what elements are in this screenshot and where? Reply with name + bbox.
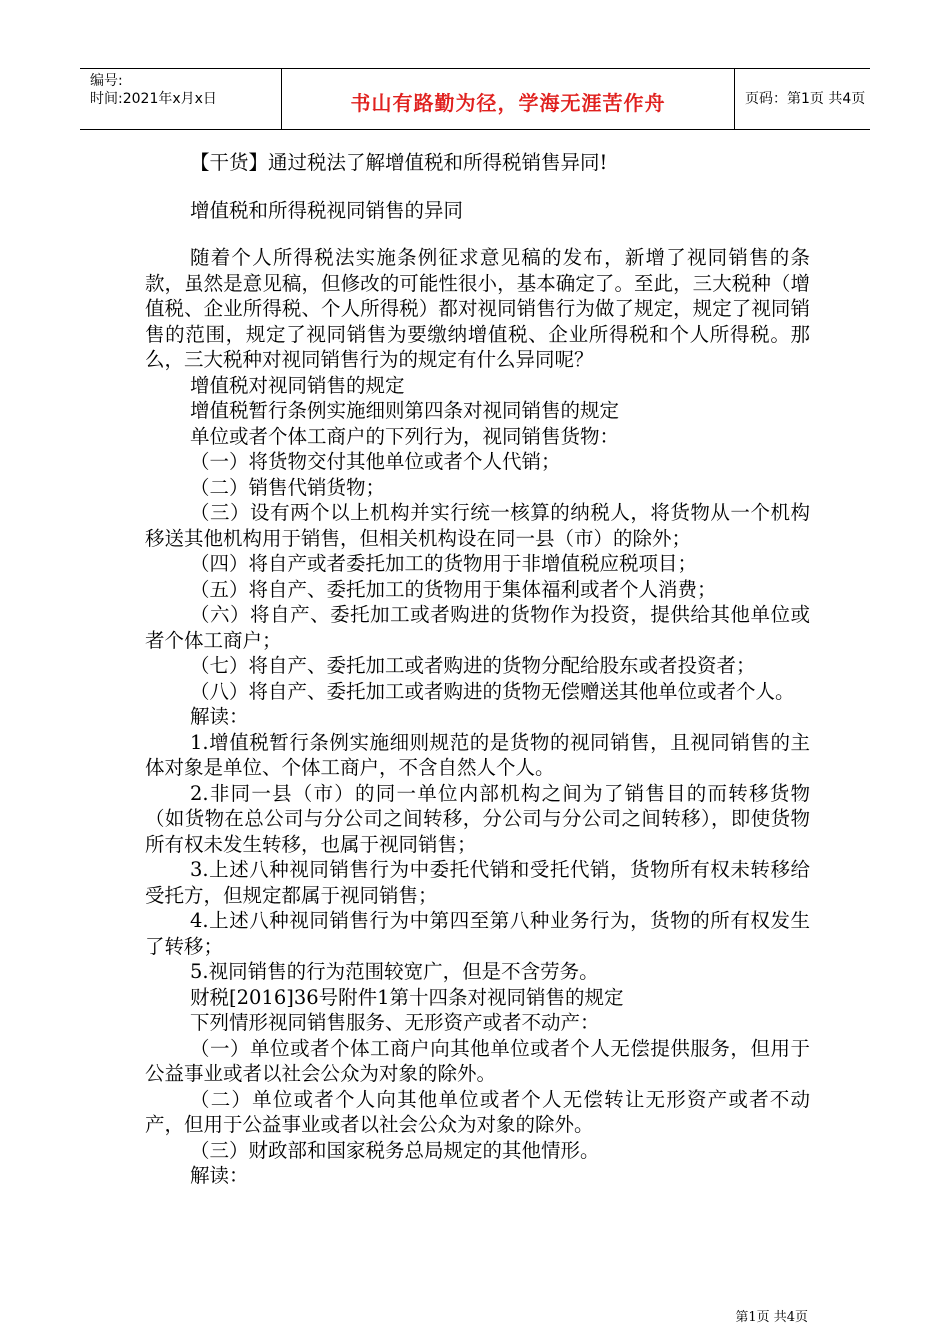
paragraph: 1.增值税暂行条例实施细则规范的是货物的视同销售，且视同销售的主体对象是单位、个体工商户，不含自然人个人。	[145, 730, 810, 779]
paragraph: （一）单位或者个体工商户向其他单位或者个人无偿提供服务，但用于公益事业或者以社会公众为对象的除外。	[145, 1036, 810, 1085]
paragraph: （四）将自产或者委托加工的货物用于非增值税应税项目；	[190, 552, 698, 575]
paragraph: 单位或者个体工商户的下列行为，视同销售货物：	[190, 424, 620, 448]
document-header	[80, 68, 870, 130]
header-info-cell	[80, 69, 280, 129]
document-body	[145, 150, 810, 1189]
paragraph: （三）财政部和国家税务总局规定的其他情形。	[190, 1138, 600, 1162]
paragraph: （一）将货物交付其他单位或者个人代销；	[190, 450, 561, 473]
document-subtitle: 增值税和所得税视同销售的异同	[190, 198, 464, 222]
header-page-cell	[735, 69, 870, 129]
page-footer: 第1页 共4页	[735, 1310, 808, 1325]
paragraph: 下列情形视同销售服务、无形资产或者不动产：	[190, 1011, 600, 1034]
paragraph: 2.非同一县（市）的同一单位内部机构之间为了销售目的而转移货物（如货物在总公司与分公司之间转移，分公司与分公司之间转移），即使货物所有权未发生转移，也属于视同销售；	[145, 781, 810, 856]
paragraph: 随着个人所得税法实施条例征求意见稿的发布，新增了视同销售的条款，虽然是意见稿，但修改的可能性很小，基本确定了。至此，三大税种（增值税、企业所得税、个人所得税）都对视同销售行为做了规定，规定了视同销售的范围，规定了视同销售为要缴纳增值税、企业所得税和个人所得税。那么，三大税种对视同销售行为的规定有什么异同呢？	[145, 246, 810, 371]
paragraph: （五）将自产、委托加工的货物用于集体福利或者个人消费；	[190, 577, 717, 601]
number-label: 编号:	[90, 73, 123, 89]
page-code: 页码：第1页 共4页	[745, 91, 866, 107]
paragraph: （二）销售代销货物；	[190, 475, 386, 499]
paragraph: （三）设有两个以上机构并实行统一核算的纳税人，将货物从一个机构移送其他机构用于销售，但相关机构设在同一县（市）的除外；	[145, 501, 810, 550]
date-label: 时间:2021年x月x日	[90, 91, 217, 107]
paragraph: 解读：	[190, 705, 249, 728]
paragraph: 5.视同销售的行为范围较宽广，但是不含劳务。	[190, 960, 599, 983]
motto-text: 书山有路勤为径，学海无涯苦作舟	[350, 91, 666, 115]
paragraph: 财税[2016]36号附件1第十四条对视同销售的规定	[190, 985, 624, 1009]
document-title: 【干货】通过税法了解增值税和所得税销售异同!	[190, 151, 608, 174]
paragraph: （七）将自产、委托加工或者购进的货物分配给股东或者投资者；	[190, 654, 756, 677]
header-motto-cell	[281, 69, 735, 129]
paragraph: （六）将自产、委托加工或者购进的货物作为投资，提供给其他单位或者个体工商户；	[145, 603, 810, 652]
paragraph: 3.上述八种视同销售行为中委托代销和受托代销，货物所有权未转移给受托方，但规定都属于视同销售；	[145, 858, 810, 907]
paragraph: 解读：	[190, 1164, 249, 1187]
paragraph: （二）单位或者个人向其他单位或者个人无偿转让无形资产或者不动产，但用于公益事业或者以社会公众为对象的除外。	[145, 1087, 810, 1136]
paragraph: 增值税暂行条例实施细则第四条对视同销售的规定	[190, 399, 620, 422]
paragraph: 增值税对视同销售的规定	[190, 373, 405, 397]
paragraph: 4.上述八种视同销售行为中第四至第八种业务行为，货物的所有权发生了转移；	[145, 909, 810, 958]
paragraph: （八）将自产、委托加工或者购进的货物无偿赠送其他单位或者个人。	[190, 679, 795, 703]
